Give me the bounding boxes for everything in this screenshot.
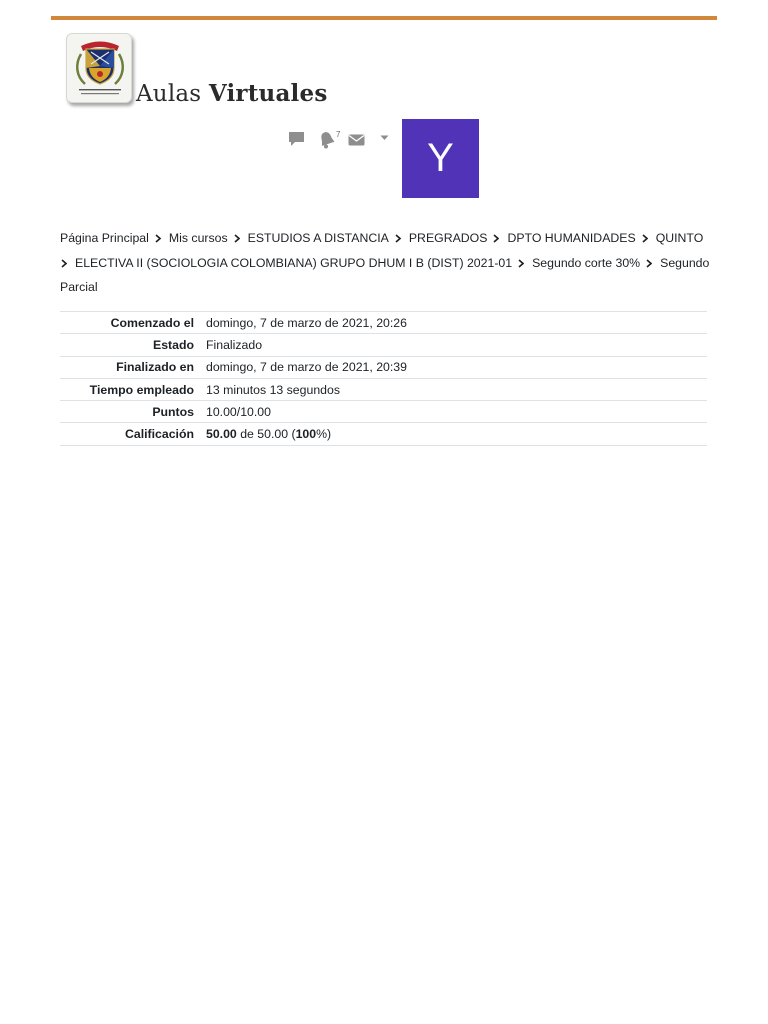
breadcrumb-item-home[interactable] — [60, 231, 149, 245]
envelope-icon[interactable] — [348, 134, 365, 146]
row-value: Finalizado — [206, 334, 707, 356]
table-row — [60, 356, 707, 378]
brand-word-virtuales: Virtuales — [208, 80, 328, 107]
breadcrumb-item-distance-studies[interactable] — [248, 231, 389, 245]
chevron-right-icon — [155, 234, 161, 243]
row-value: domingo, 7 de marzo de 2021, 20:39 — [206, 356, 707, 378]
brand-word-aulas: Aulas — [136, 81, 202, 107]
breadcrumb-label[interactable]: DPTO HUMANIDADES — [507, 231, 636, 245]
chevron-right-icon — [395, 234, 401, 243]
avatar-initial: Y — [427, 136, 454, 180]
breadcrumb-label[interactable]: Mis cursos — [168, 231, 228, 245]
grade-label: Calificación — [60, 423, 206, 445]
breadcrumb-item-department[interactable] — [507, 231, 635, 245]
site-logo[interactable] — [66, 33, 328, 107]
table-row — [60, 334, 707, 356]
top-accent-rule — [51, 16, 717, 20]
caret-down-icon[interactable] — [380, 135, 389, 141]
breadcrumb-label[interactable]: PREGRADOS — [408, 231, 488, 245]
breadcrumb-label[interactable]: ESTUDIOS A DISTANCIA — [247, 231, 389, 245]
chevron-right-icon — [646, 259, 652, 268]
chevron-right-icon — [61, 259, 67, 268]
bell-icon[interactable] — [319, 131, 335, 149]
breadcrumb-item-section[interactable] — [532, 256, 640, 270]
chevron-right-icon — [234, 234, 240, 243]
university-seal-icon — [66, 33, 132, 103]
quiz-summary-table — [60, 311, 707, 446]
row-label: Finalizado en — [60, 356, 206, 378]
breadcrumb-label[interactable]: Segundo corte 30% — [532, 255, 641, 270]
table-row — [60, 312, 707, 334]
chat-bubble-icon[interactable] — [288, 131, 305, 147]
row-value: domingo, 7 de marzo de 2021, 20:26 — [206, 312, 707, 334]
breadcrumb-label[interactable]: Segundo Parcial — [60, 255, 710, 294]
chevron-right-icon — [518, 259, 524, 268]
breadcrumb — [60, 226, 710, 300]
row-label: Comenzado el — [60, 312, 206, 334]
notifications-count-badge: 7 — [336, 130, 341, 139]
row-label: Estado — [60, 334, 206, 356]
row-value: 10.00/10.00 — [206, 401, 707, 423]
row-label: Tiempo empleado — [60, 378, 206, 400]
site-name — [136, 82, 327, 106]
grade-value — [206, 423, 707, 445]
breadcrumb-item-my-courses[interactable] — [169, 231, 228, 245]
grade-of-text: de 50.00 ( — [236, 427, 296, 442]
chevron-right-icon — [642, 234, 648, 243]
breadcrumb-label[interactable]: Página Principal — [60, 231, 149, 245]
row-label: Puntos — [60, 401, 206, 423]
breadcrumb-item-undergraduate[interactable] — [409, 231, 488, 245]
table-row — [60, 378, 707, 400]
table-row — [60, 401, 707, 423]
breadcrumb-item-semester[interactable] — [656, 231, 704, 245]
breadcrumb-label[interactable]: QUINTO — [655, 231, 704, 245]
breadcrumb-label[interactable]: ELECTIVA II (SOCIOLOGIA COLOMBIANA) GRUPO DHUM I B (DIST) 2021-01 — [75, 255, 513, 270]
breadcrumb-item-course[interactable] — [75, 256, 512, 270]
grade-suffix: %) — [316, 427, 332, 442]
row-value: 13 minutos 13 segundos — [206, 378, 707, 400]
chevron-right-icon — [493, 234, 499, 243]
grade-percent: 100 — [295, 427, 317, 442]
user-avatar[interactable] — [402, 119, 479, 198]
table-row-grade — [60, 423, 707, 445]
grade-score: 50.00 — [206, 427, 237, 442]
